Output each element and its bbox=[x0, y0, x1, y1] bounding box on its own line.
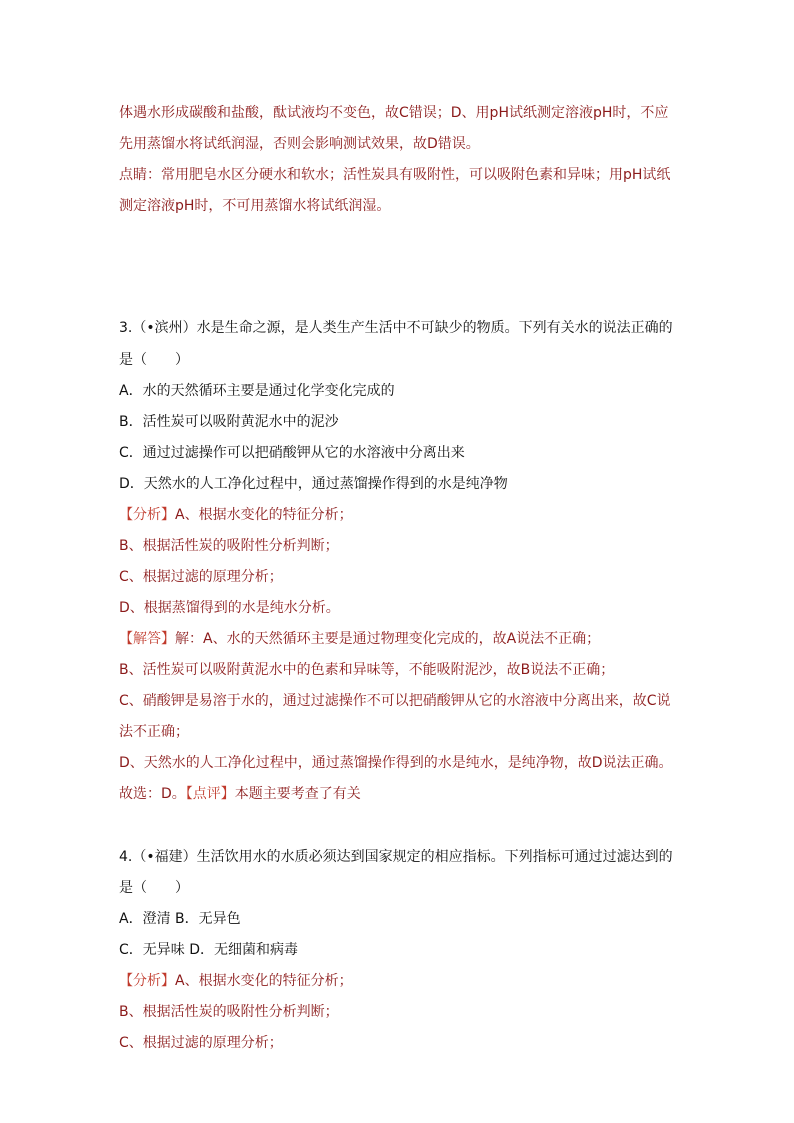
question-3-analysis bbox=[119, 505, 679, 525]
analysis-tag: 【分析】 bbox=[119, 973, 175, 989]
analysis-line: B、根据活性炭的吸附性分析判断； bbox=[119, 538, 339, 554]
analysis-tag: 【分析】 bbox=[119, 507, 175, 523]
tip-line: 测定溶液pH时，不可用蒸馏水将试纸润湿。 bbox=[119, 198, 391, 214]
analysis-line: B、根据活性炭的吸附性分析判断； bbox=[119, 1004, 339, 1020]
question-4-stem: 4.（•福建）生活饮用水的水质必须达到国家规定的相应指标。下列指标可通过过滤达到的 bbox=[119, 849, 673, 865]
answer-line: 法不正确； bbox=[119, 724, 189, 740]
analysis-line: C、根据过滤的原理分析； bbox=[119, 569, 283, 585]
answer-tag: 【解答】 bbox=[119, 631, 175, 647]
question-3-option-c: C．通过过滤操作可以把硝酸钾从它的水溶液中分离出来 bbox=[119, 445, 465, 461]
analysis-line: D、根据蒸馏得到的水是纯水分析。 bbox=[119, 600, 340, 616]
answer-line: C、硝酸钾是易溶于水的，通过过滤操作不可以把硝酸钾从它的水溶液中分离出来，故C说 bbox=[119, 693, 671, 709]
analysis-text: A、根据水变化的特征分析； bbox=[175, 507, 353, 523]
question-3-option-b: B．活性炭可以吸附黄泥水中的泥沙 bbox=[119, 414, 339, 430]
question-3-option-d: D．天然水的人工净化过程中，通过蒸馏操作得到的水是纯净物 bbox=[119, 476, 508, 492]
question-3-stem: 3.（•滨州）水是生命之源，是人类生产生活中不可缺少的物质。下列有关水的说法正确的 bbox=[119, 320, 673, 336]
answer-line: B、活性炭可以吸附黄泥水中的色素和异味等，不能吸附泥沙，故B说法不正确； bbox=[119, 662, 615, 678]
question-3-answer bbox=[119, 629, 679, 649]
answer-line: D、天然水的人工净化过程中，通过蒸馏操作得到的水是纯水，是纯净物，故D说法正确。 bbox=[119, 755, 673, 771]
question-3-option-a: A．水的天然循环主要是通过化学变化完成的 bbox=[119, 383, 395, 399]
question-4-stem-cont: 是（ ） bbox=[119, 880, 189, 896]
review-tag: 【点评】 bbox=[185, 786, 235, 802]
answer-text: 解：A、水的天然循环主要是通过物理变化完成的，故A说法不正确； bbox=[175, 631, 601, 647]
question-3-review bbox=[119, 784, 679, 804]
question-3-stem-cont: 是（ ） bbox=[119, 352, 189, 368]
explanation-line: 体遇水形成碳酸和盐酸，酞试液均不变色，故C错误；D、用pH试纸测定溶液pH时，不应 bbox=[119, 105, 669, 121]
tip-line: 点睛：常用肥皂水区分硬水和软水；活性炭具有吸附性，可以吸附色素和异味；用pH试纸 bbox=[119, 167, 671, 183]
analysis-line: C、根据过滤的原理分析； bbox=[119, 1035, 283, 1051]
review-text: 本题主要考查了有关 bbox=[234, 786, 361, 802]
choose-text: 故选：D。 bbox=[119, 786, 186, 802]
question-4-analysis bbox=[119, 971, 679, 991]
analysis-text: A、根据水变化的特征分析； bbox=[175, 973, 353, 989]
question-4-options-cd: C．无异味 D．无细菌和病毒 bbox=[119, 942, 299, 958]
question-4-options-ab: A．澄清 B．无异色 bbox=[119, 911, 241, 927]
explanation-line: 先用蒸馏水将试纸润湿，否则会影响测试效果，故D错误。 bbox=[119, 136, 480, 152]
